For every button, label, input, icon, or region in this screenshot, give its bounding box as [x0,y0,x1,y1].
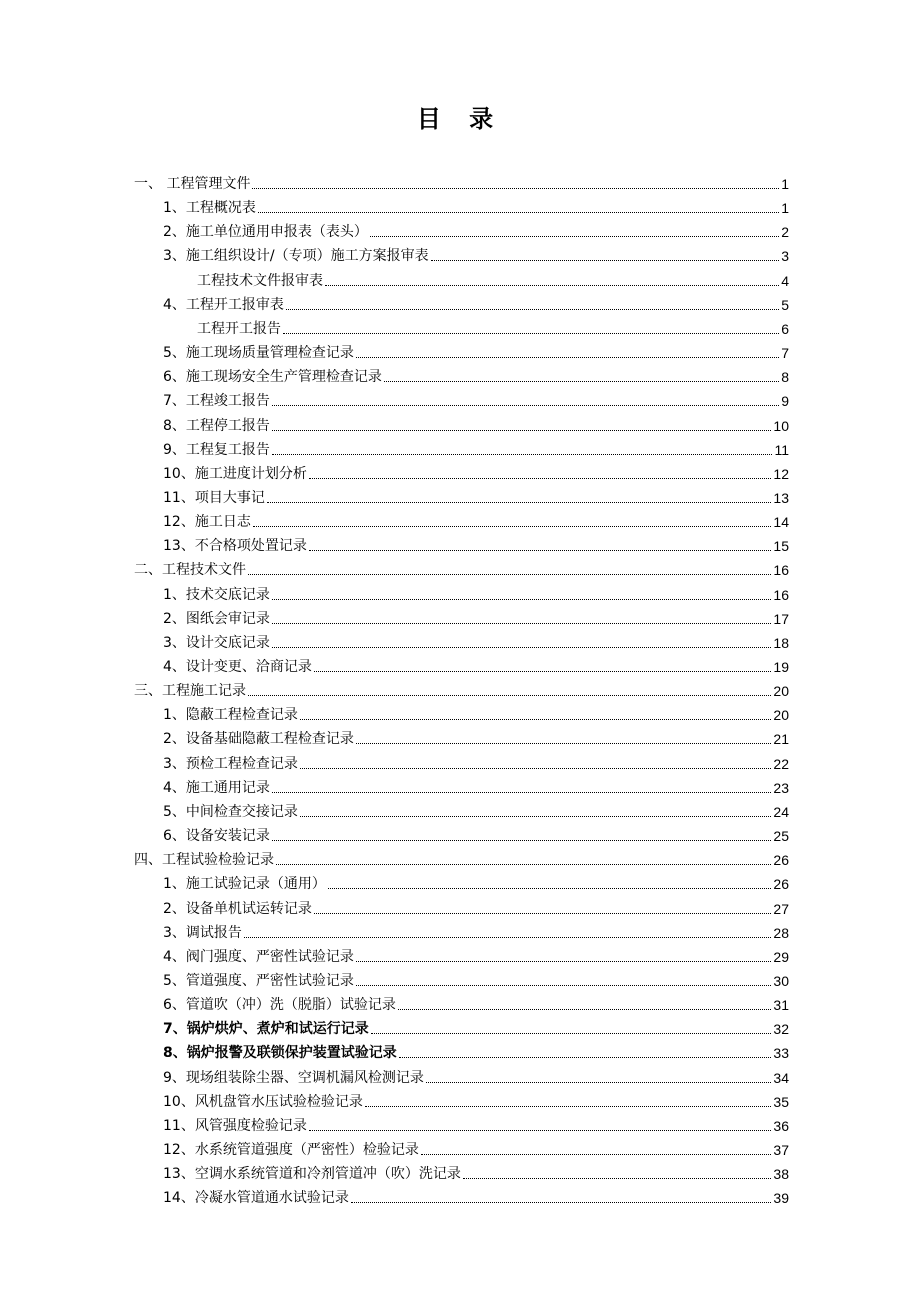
toc-entry-label: 6、施工现场安全生产管理检查记录 [163,369,382,386]
toc-dot-leader [399,1056,772,1058]
toc-entry[interactable] [197,315,789,339]
toc-entry-label: 13、不合格项处置记录 [163,538,307,555]
toc-entry[interactable] [163,701,789,725]
toc-dot-leader [398,1008,772,1010]
toc-entry[interactable] [163,1112,789,1136]
toc-page-number: 26 [773,876,789,893]
toc-page-number: 26 [773,852,789,869]
toc-page-number: 13 [773,489,789,506]
toc-entry[interactable] [163,194,789,218]
toc-entry[interactable] [163,1136,789,1160]
toc-entry-label: 四、工程试验检验记录 [134,852,274,869]
toc-entry[interactable] [163,1160,789,1184]
toc-page-number: 27 [773,900,789,917]
toc-page-number: 17 [773,610,789,627]
toc-entry-label: 6、设备安装记录 [163,828,270,845]
toc-entry-label: 10、施工进度计划分析 [163,465,307,482]
toc-entry[interactable] [134,170,789,194]
toc-page-number: 39 [773,1190,789,1207]
toc-entry-label: 2、设备单机试运转记录 [163,900,312,917]
toc-dot-leader [328,887,772,889]
toc-entry[interactable] [134,556,789,580]
toc-entry[interactable] [197,267,789,291]
toc-entry[interactable] [163,774,789,798]
toc-page-number: 15 [773,538,789,555]
toc-dot-leader [314,670,772,672]
toc-entry[interactable] [163,242,789,266]
toc-dot-leader [426,1081,772,1083]
toc-entry[interactable] [163,629,789,653]
toc-entry[interactable] [163,1184,789,1208]
toc-page-number: 16 [773,562,789,579]
toc-page-number: 16 [773,586,789,603]
toc-entry-label: 2、图纸会审记录 [163,610,270,627]
toc-page-number: 1 [781,200,789,217]
toc-page-number: 20 [773,707,789,724]
toc-page-number: 23 [773,779,789,796]
toc-page-number: 33 [773,1045,789,1062]
toc-entry[interactable] [163,870,789,894]
toc-entry[interactable] [163,436,789,460]
toc-entry-label: 12、水系统管道强度（严密性）检验记录 [163,1142,419,1158]
toc-entry-label: 3、设计交底记录 [163,634,270,651]
toc-dot-leader [356,960,772,962]
toc-dot-leader [300,718,772,720]
toc-dot-leader [248,694,771,696]
toc-page-number: 29 [773,948,789,965]
toc-entry-label: 1、技术交底记录 [163,586,270,603]
toc-entry-label: 4、工程开工报审表 [163,296,284,313]
toc-page-number: 8 [781,369,789,386]
toc-entry-label: 1、施工试验记录（通用） [163,876,326,893]
toc-entry[interactable] [163,895,789,919]
toc-entry-label: 3、施工组织设计/（专项）施工方案报审表 [163,248,429,265]
toc-entry-label: 1、隐蔽工程检查记录 [163,707,298,724]
toc-dot-leader [286,308,779,310]
toc-dot-leader [272,646,772,648]
toc-entry[interactable] [163,508,789,532]
toc-dot-leader [431,259,780,261]
toc-entry-label: 11、风管强度检验记录 [163,1117,307,1134]
toc-dot-leader [272,453,773,455]
toc-entry-label: 4、阀门强度、严密性试验记录 [163,948,354,965]
toc-page-number: 21 [773,731,789,748]
toc-entry-label: 1、工程概况表 [163,200,256,217]
toc-entry-label: 12、施工日志 [163,514,251,531]
toc-entry[interactable] [163,1039,789,1063]
toc-entry[interactable] [163,1064,789,1088]
toc-entry-label: 3、预检工程检查记录 [163,755,298,772]
toc-dot-leader [267,501,772,503]
toc-entry-label: 2、设备基础隐蔽工程检查记录 [163,731,354,748]
toc-entry[interactable] [163,387,789,411]
toc-dot-leader [370,235,779,237]
toc-page-number: 20 [773,683,789,700]
toc-entry-label: 5、管道强度、严密性试验记录 [163,972,354,989]
toc-entry[interactable] [163,532,789,556]
toc-entry-label: 工程开工报告 [197,320,281,337]
toc-entry-label: 5、施工现场质量管理检查记录 [163,345,354,362]
toc-dot-leader [252,187,779,189]
toc-entry[interactable] [163,822,789,846]
toc-page-number: 22 [773,755,789,772]
toc-page-number: 19 [773,659,789,675]
toc-page-number: 10 [773,417,789,434]
toc-entry-label: 3、调试报告 [163,924,242,941]
toc-page-number: 1 [781,176,789,192]
toc-entry[interactable] [163,1015,789,1039]
toc-dot-leader [244,936,772,938]
toc-dot-leader [283,332,779,334]
toc-dot-leader [272,791,772,793]
toc-page-number: 24 [773,803,789,820]
toc-entry[interactable] [163,967,789,991]
toc-entry-label: 4、施工通用记录 [163,779,270,796]
toc-dot-leader [421,1153,772,1155]
toc-page-number: 31 [773,997,789,1014]
toc-entry[interactable] [163,291,789,315]
toc-entry[interactable] [163,218,789,242]
toc-page-number: 32 [773,1021,789,1038]
toc-dot-leader [463,1177,772,1179]
toc-entry-label: 14、冷凝水管道通水试验记录 [163,1190,349,1207]
toc-entry-label: 二、工程技术文件 [134,562,246,579]
toc-page-number: 3 [781,248,789,265]
toc-entry[interactable] [163,750,789,774]
toc-entry[interactable] [163,919,789,943]
toc-entry[interactable] [163,412,789,436]
toc-dot-leader [272,429,772,431]
toc-entry[interactable] [134,677,789,701]
toc-page-number: 28 [773,924,789,941]
toc-entry-label: 4、设计变更、洽商记录 [163,659,312,675]
toc-page-number: 12 [773,465,789,482]
toc-dot-leader [248,573,771,575]
toc-dot-leader [365,1105,772,1107]
toc-dot-leader [309,1129,772,1131]
toc-dot-leader [258,211,779,213]
toc-dot-leader [300,767,772,769]
toc-page-number: 18 [773,634,789,651]
toc-entry[interactable] [134,846,789,870]
toc-page-number: 37 [773,1142,789,1158]
toc-entry-label: 7、锅炉烘炉、煮炉和试运行记录 [163,1021,369,1038]
toc-page-number: 35 [773,1093,789,1110]
toc-entry-label: 9、工程复工报告 [163,441,270,458]
toc-dot-leader [272,622,772,624]
toc-entry-label: 8、工程停工报告 [163,417,270,434]
page-title: 目 录 [416,105,504,133]
toc-page-number: 2 [781,224,789,241]
toc-entry-label: 10、风机盘管水压试验检验记录 [163,1093,363,1110]
toc-entry[interactable] [163,725,789,749]
toc-entry-label: 8、锅炉报警及联锁保护装置试验记录 [163,1045,397,1062]
toc-dot-leader [253,525,772,527]
toc-entry[interactable] [163,798,789,822]
toc-dot-leader [356,356,779,358]
toc-entry[interactable] [163,339,789,363]
toc-page-number: 30 [773,972,789,989]
toc-dot-leader [371,1032,772,1034]
toc-page-number: 4 [781,272,789,289]
toc-entry-label: 6、管道吹（冲）洗（脱脂）试验记录 [163,997,396,1014]
toc-page-number: 38 [773,1166,789,1183]
toc-entry-label: 7、工程竣工报告 [163,393,270,410]
toc-entry-label: 工程技术文件报审表 [197,272,323,289]
toc-dot-leader [356,984,772,986]
toc-dot-leader [272,839,772,841]
toc-entry-label: 三、工程施工记录 [134,683,246,700]
toc-entry[interactable] [163,653,789,677]
toc-dot-leader [325,284,779,286]
toc-entry-label: 13、空调水系统管道和冷剂管道冲（吹）洗记录 [163,1166,461,1183]
toc-page-number: 9 [781,393,789,410]
toc-dot-leader [309,477,772,479]
toc-entry-label: 2、施工单位通用申报表（表头） [163,224,368,241]
toc-dot-leader [276,863,771,865]
toc-page-number: 5 [781,296,789,313]
toc-entry-label: 11、项目大事记 [163,489,265,506]
toc-entry[interactable] [163,605,789,629]
toc-page-number: 25 [773,828,789,845]
toc-entry[interactable] [163,460,789,484]
toc-entry[interactable] [163,991,789,1015]
toc-entry[interactable] [163,943,789,967]
toc-entry-label: 9、现场组装除尘器、空调机漏风检测记录 [163,1069,424,1086]
toc-page-number: 34 [773,1069,789,1086]
toc-entry-label: 5、中间检查交接记录 [163,803,298,820]
toc-page-number: 14 [773,514,789,531]
toc-dot-leader [272,404,779,406]
toc-dot-leader [300,815,772,817]
toc-entry-label: 一、 工程管理文件 [134,176,251,192]
toc-page-number: 7 [781,345,789,362]
toc-entry[interactable] [163,484,789,508]
toc-entry[interactable] [163,581,789,605]
toc-entry[interactable] [163,363,789,387]
toc-dot-leader [351,1201,772,1203]
toc-page-number: 6 [781,320,789,337]
toc-dot-leader [314,912,772,914]
toc-dot-leader [384,380,779,382]
toc-entry[interactable] [163,1088,789,1112]
toc-dot-leader [272,598,772,600]
toc-page-number: 36 [773,1117,789,1134]
toc-dot-leader [356,742,772,744]
toc-page-number: 11 [774,441,789,458]
toc-dot-leader [309,549,772,551]
